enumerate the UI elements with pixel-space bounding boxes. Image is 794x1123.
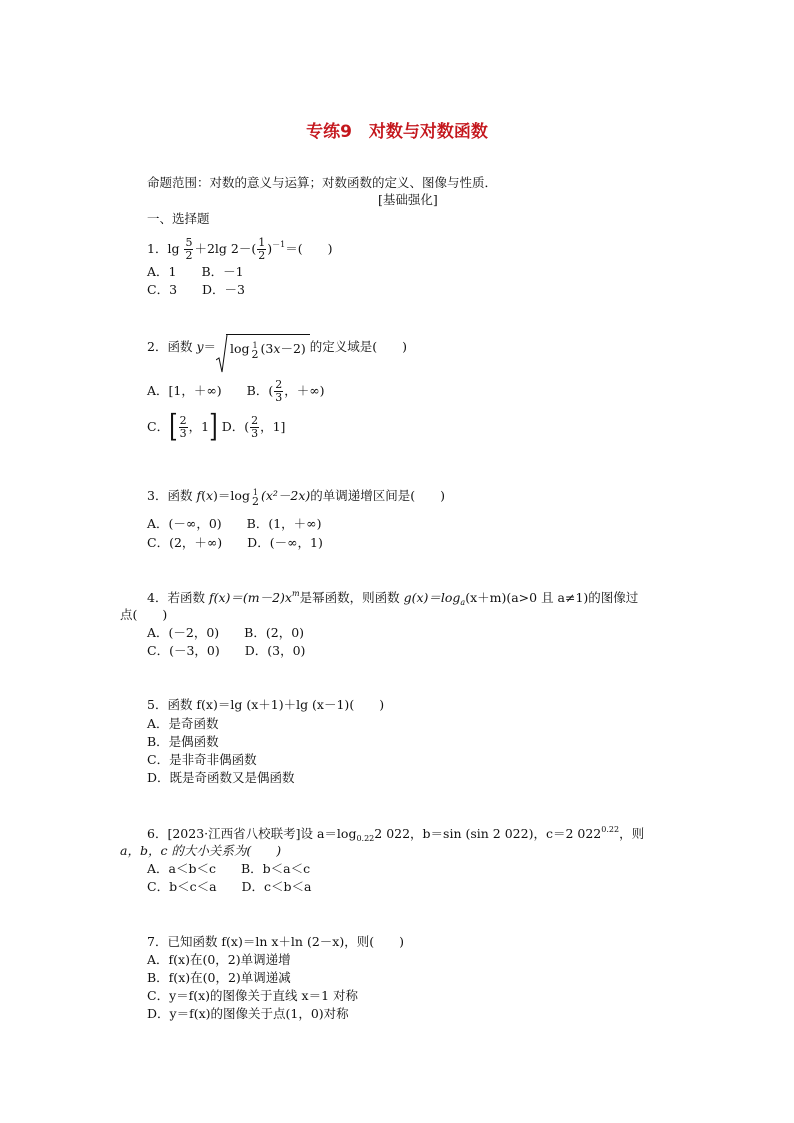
q2-pre: 2．函数: [147, 339, 197, 354]
frac-den: 3: [251, 427, 259, 440]
q4-sup: m: [291, 589, 300, 598]
q2-arg2: －2): [280, 341, 306, 356]
q5-option-d: D．既是奇函数又是偶函数: [147, 770, 295, 785]
question-4-stem-line1: [147, 590, 638, 606]
frac-num: 2: [275, 378, 283, 391]
q2-option-d-post: ，1]: [260, 419, 286, 434]
q1-post: ): [267, 241, 273, 256]
q3-arg: (x²－2x): [260, 488, 311, 503]
fraction-2-3: [274, 379, 283, 404]
part-heading: 一、选择题: [147, 211, 210, 226]
frac-num: 1: [258, 236, 266, 249]
fraction-2-3: [250, 415, 259, 440]
frac-den: 2: [185, 249, 193, 262]
frac-den: 2: [251, 494, 259, 508]
q4-e: (x＋m)(a>0 且 a≠1)的图像过: [465, 590, 639, 605]
q2-x: x: [273, 341, 281, 356]
q2-log: log: [230, 341, 250, 356]
q4-options-ab: A．(－2，0) B．(2，0): [147, 625, 305, 640]
radical-icon: [216, 334, 228, 374]
q4-options-cd: C．(－3，0) D．(3，0): [147, 643, 306, 658]
q2-tail: 的定义域是( ): [309, 339, 408, 354]
q6-options-ab: A．a＜b＜c B．b＜a＜c: [147, 861, 311, 876]
question-3-stem: 3．函数 f(x)＝log 1 2 (x²－2x)的单调递增区间是( ): [147, 487, 446, 508]
q3-options-ab: A．(－∞，0) B．(1，＋∞): [147, 516, 322, 531]
question-6-stem-line2: a，b，c 的大小关系为( ): [120, 843, 282, 858]
q3-options-cd: C．(2，＋∞) D．(－∞，1): [147, 535, 323, 550]
log-base: [251, 341, 260, 359]
question-2-stem: [147, 334, 407, 361]
question-6-stem-line1: [147, 826, 644, 842]
q5-option-b: B．是偶函数: [147, 734, 219, 749]
q3-pre: 3．函数: [147, 488, 197, 503]
q4-d: g(x)＝log: [403, 590, 461, 605]
q5-option-a: A．是奇函数: [147, 716, 219, 731]
frac-num: 2: [251, 414, 259, 427]
q2-option-a: A．[1，＋∞): [147, 383, 222, 398]
q4-b: f(x)＝(m－2)x: [208, 590, 292, 605]
q7-option-d: D．y＝f(x)的图像关于点(1，0)对称: [147, 1006, 349, 1021]
q2-arg: (3: [260, 341, 274, 356]
q3-tail: 的单调递增区间是( ): [310, 488, 446, 503]
question-5-stem: 5．函数 f(x)＝lg (x＋1)＋lg (x－1)( ): [147, 697, 385, 712]
q2-option-b-post: ，＋∞): [284, 383, 325, 398]
q6-c: ，则: [619, 826, 645, 841]
q2-options-cd: [147, 409, 286, 445]
fraction-1-2: [257, 237, 266, 262]
q2-option-c-post: ，1: [188, 419, 210, 434]
q2-option-c-pre: C．: [147, 419, 170, 434]
section-tag: [基础强化]: [378, 192, 438, 207]
q1-options-cd: C．3 D．－3: [147, 282, 245, 297]
left-bracket: [: [169, 409, 178, 445]
scope-text: 命题范围：对数的意义与运算；对数函数的定义、图像与性质．: [147, 175, 498, 190]
log-base: [251, 488, 260, 506]
q6-a: 6．[2023·江西省八校联考]设 a＝log: [147, 826, 357, 841]
q3-x: x: [205, 488, 214, 503]
q1-pre: 1．lg: [147, 241, 184, 256]
question-7-stem: 7．已知函数 f(x)＝ln x＋ln (2－x)，则( ): [147, 934, 404, 949]
q7-option-b: B．f(x)在(0，2)单调递减: [147, 970, 291, 985]
page-title: 专练9 对数与对数函数: [306, 122, 488, 142]
q3-eq: ＝log: [217, 488, 250, 503]
frac-num: 2: [179, 414, 187, 427]
q4-c: 是幂函数，则函数: [299, 590, 404, 605]
question-4-stem-line2: 点( ): [120, 607, 168, 622]
frac-den: 2: [251, 347, 259, 361]
frac-num: 5: [185, 236, 193, 249]
q6-options-cd: C．b＜c＜a D．c＜b＜a: [147, 879, 312, 894]
q7-option-a: A．f(x)在(0，2)单调递增: [147, 952, 291, 967]
q2-option-d-pre: D．(: [221, 419, 250, 434]
sqrt-sign: [216, 334, 310, 361]
frac-num: 1: [252, 340, 258, 350]
right-bracket: ]: [209, 409, 218, 445]
fraction-2-3: [179, 415, 188, 440]
q1-options-ab: A．1 B．－1: [147, 264, 244, 279]
q2-option-b-pre: B．(: [246, 383, 274, 398]
fraction-5-2: [184, 237, 193, 262]
q6-sub: 0.22: [356, 834, 375, 843]
q2-y: y: [196, 339, 204, 354]
question-1-stem: [147, 237, 332, 262]
q1-tail: ＝( ): [285, 241, 333, 256]
q4-sub: a: [460, 598, 466, 607]
radicand: [226, 334, 310, 361]
frac-den: 3: [179, 427, 187, 440]
q2-eq: ＝: [203, 339, 217, 354]
q5-option-c: C．是非奇非偶函数: [147, 752, 257, 767]
q1-exponent: －1: [272, 240, 286, 249]
q7-option-c: C．y＝f(x)的图像关于直线 x＝1 对称: [147, 988, 359, 1003]
frac-den: 2: [258, 249, 266, 262]
q3-f: f: [196, 488, 202, 503]
q6-b: 2 022，b＝sin (sin 2 022)，c＝2 022: [374, 826, 602, 841]
q1-mid: ＋2lg 2－(: [194, 241, 257, 256]
q6-sup: 0.22: [601, 825, 620, 834]
frac-num: 1: [252, 487, 258, 497]
frac-den: 3: [275, 391, 283, 404]
q4-a: 4．若函数: [147, 590, 209, 605]
q2-options-ab: [147, 378, 325, 404]
